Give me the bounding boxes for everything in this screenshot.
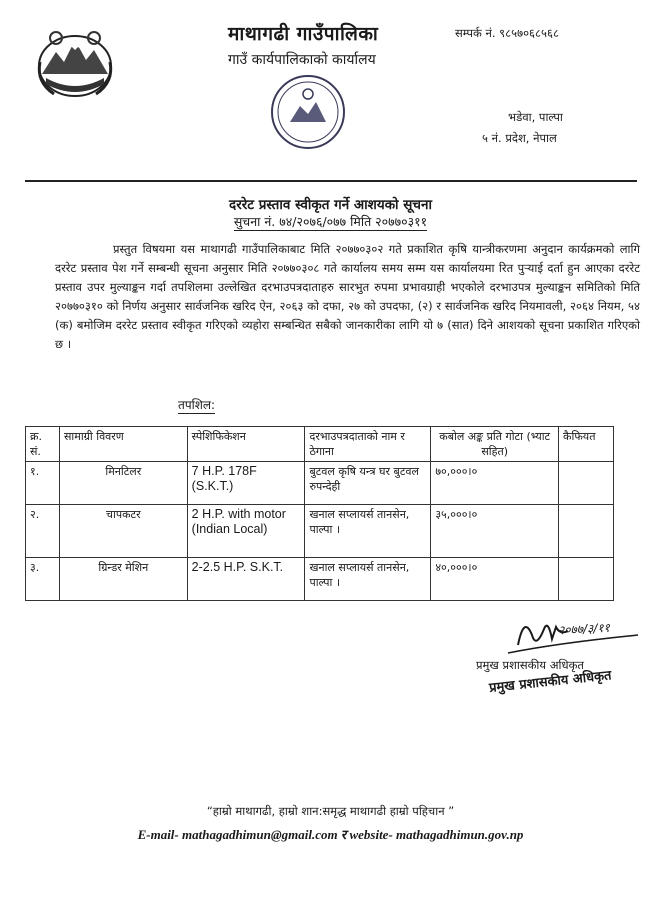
row-amount: ४०,०००।० [431,558,559,601]
signatory-title: प्रमुख प्रशासकीय अधिकृत [476,658,584,672]
footer-slogan: “हाम्रो माथागढी, हाम्रो शान:समृद्ध माथागढी हाम्रो पहिचान ” [206,804,455,818]
row-sn: २. [26,505,60,558]
signature-date: २०७७/३/११ [557,620,611,638]
row-item: चापकटर [59,505,187,558]
header-sn: क्र. सं. [26,427,60,462]
contact-number: सम्पर्क नं. ९८५७०६८५६८ [455,26,559,40]
table-header-row [26,427,614,462]
row-remarks [559,558,614,601]
header-amount: कबोल अङ्क प्रति गोटा (भ्याट सहित) [431,427,559,462]
header-item: सामाग्री विवरण [59,427,187,462]
municipality-name: माथागढी गाउँपालिका [228,23,379,45]
notice-body: प्रस्तुत विषयमा यस माथागढी गाउँपालिकाबाट मिति २०७७०३०२ गते प्रकाशित कृषि यान्त्रीकरणमा अनुदान कार्यक्रमको लागि दररेट प्रस्ताव पेश गर्ने सम्बन्धी सूचना अनुसार मिति २०७७०३०८ गते कार्यालय समय सम्म यस कार्यालयमा रित पुऱ्याई दर्ता हुन आएका दररेट प्रस्ताव उपर मुल्याङ्कन गर्दा तपशिलमा उल्लेखित दरभाउपत्रदाताहरु सारभुत रुपमा प्रभावग्राही भएकोले दरभाउपत्र मुल्याङ्कन समितिको मिति २०७७०३१० को निर्णय अनुसार सार्वजनिक खरिद ऐन, २०६३ को दफा, २७ को उपदफा, (२) र सार्वजनिक खरिद नियमावली, २०६४ नियम, ५४ (क) बमोजिम दररेट प्रस्ताव स्वीकृत गरिएको व्यहोरा सम्बन्धित सबैको जानकारीका लागि यो ७ (सात) दिने आशयको सूचना प्रकाशित गरिएको छ । [55,242,640,351]
row-item: मिनटिलर [59,462,187,505]
row-bidder: खनाल सप्लायर्स तानसेन, पाल्पा । [305,558,431,601]
header-bidder: दरभाउपत्रदाताको नाम र ठेगाना [305,427,431,462]
footer-contact: E-mail- mathagadhimun@gmail.com र website- mathagadhimun.gov.np [137,827,524,842]
header-spec: स्पेशिफिकेशन [187,427,305,462]
row-amount: ७०,०००।० [431,462,559,505]
row-spec: 2 H.P. with motor (Indian Local) [187,505,305,558]
details-table [25,426,614,601]
table-row [26,505,614,558]
notice-reference [0,213,661,230]
details-label: तपशिल: [178,398,216,412]
office-name: गाउँ कार्यपालिकाको कार्यालय [228,52,376,68]
row-bidder: खनाल सप्लायर्स तानसेन, पाल्पा । [305,505,431,558]
row-remarks [559,505,614,558]
address-line-2: ५ नं. प्रदेश, नेपाल [482,131,557,145]
row-sn: १. [26,462,60,505]
row-item: ग्रिन्डर मेशिन [59,558,187,601]
row-bidder: बुटवल कृषि यन्त्र घर बुटवल रुपन्देही [305,462,431,505]
notice-title: दररेट प्रस्ताव स्वीकृत गर्ने आशयको सूचना [229,197,432,213]
notice-reference-text: सुचना नं. ७४/२०७६/०७७ मिति २०७७०३११ [233,214,428,229]
header-divider [25,180,637,182]
table-row [26,462,614,505]
table-row [26,558,614,601]
nepal-government-emblem-icon [34,22,116,104]
signatory-stamp: प्रमुख प्रशासकीय अधिकृत [488,668,613,696]
row-spec: 2-2.5 H.P. S.K.T. [187,558,305,601]
address-line-1: भडेवा, पाल्पा [508,110,563,124]
row-sn: ३. [26,558,60,601]
row-remarks [559,462,614,505]
row-amount: ३५,०००।० [431,505,559,558]
row-spec: 7 H.P. 178F (S.K.T.) [187,462,305,505]
office-seal-icon [268,72,348,152]
header-remarks: कैफियत [559,427,614,462]
